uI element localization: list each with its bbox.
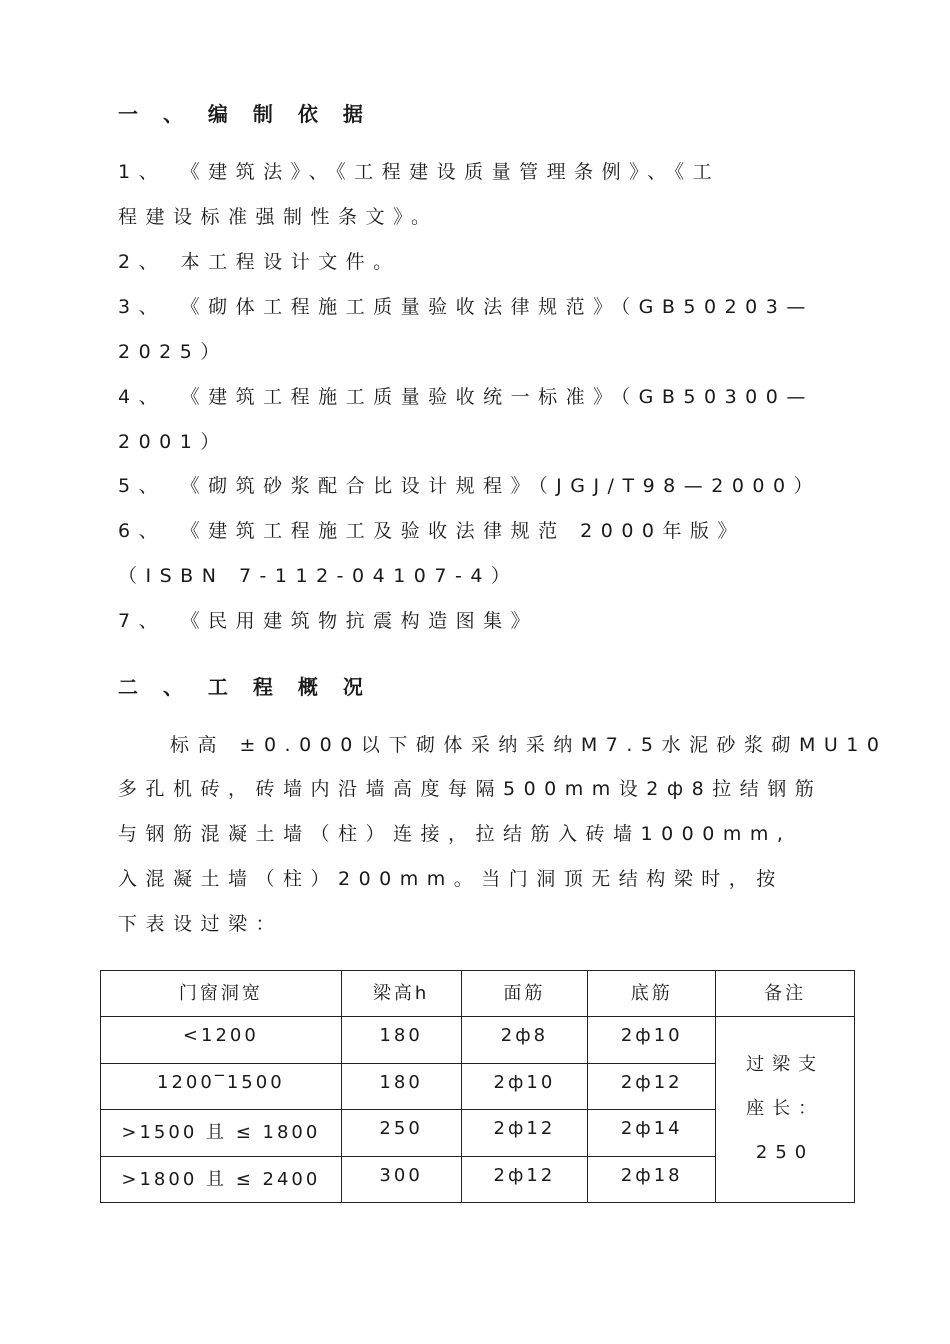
cell-remarks xyxy=(716,1017,855,1203)
note-line-2: 座长： xyxy=(746,1098,825,1120)
table-row xyxy=(101,1017,855,1063)
table-header-row xyxy=(101,971,855,1017)
section1-line-5: 2025） xyxy=(118,341,228,363)
section1-line-8: 5、 《砌筑砂浆配合比设计规程》（JGJ/T98—2000） xyxy=(118,475,822,497)
section2-heading: 二 、 工 程 概 况 xyxy=(118,675,372,699)
note-line-1: 过梁支 xyxy=(746,1054,825,1076)
cell-top-rebar: 2ф12 xyxy=(461,1156,588,1202)
section1-line-3: 2、 本工程设计文件。 xyxy=(118,251,401,273)
section2-line-1: 标高 ±0.000以下砌体采纳采纳M7.5水泥砂浆砌MU10 xyxy=(170,734,888,756)
cell-bottom-rebar: 2ф10 xyxy=(588,1017,716,1063)
section1-line-6: 4、 《建筑工程施工质量验收统一标准》（GB50300— xyxy=(118,386,814,408)
note-line-3: 250 xyxy=(755,1142,815,1164)
section1-heading: 一 、 编 制 依 据 xyxy=(118,102,372,126)
section2-line-4: 入混凝土墙（柱）200mm。当门洞顶无结构梁时，按 xyxy=(118,868,784,890)
cell-beam-height: 300 xyxy=(341,1156,461,1202)
cell-bottom-rebar: 2ф12 xyxy=(588,1063,716,1109)
cell-top-rebar: 2ф10 xyxy=(461,1063,588,1109)
cell-opening-width: >1800 且 ≤ 2400 xyxy=(101,1156,342,1202)
header-remarks: 备注 xyxy=(716,971,855,1017)
header-beam-height: 梁高h xyxy=(341,971,461,1017)
section1-line-9: 6、 《建筑工程施工及验收法律规范 2000年版》 xyxy=(118,520,746,542)
cell-top-rebar: 2ф8 xyxy=(461,1017,588,1063)
cell-beam-height: 180 xyxy=(341,1063,461,1109)
section1-line-1: 1、 《建筑法》、《工程建设质量管理条例》、《工 xyxy=(118,161,721,183)
cell-bottom-rebar: 2ф18 xyxy=(588,1156,716,1202)
header-top-rebar: 面筋 xyxy=(461,971,588,1017)
cell-top-rebar: 2ф12 xyxy=(461,1110,588,1156)
header-bottom-rebar: 底筋 xyxy=(588,971,716,1017)
section2-line-5: 下表设过梁： xyxy=(118,913,284,935)
cell-opening-width: 1200‾1500 xyxy=(101,1063,342,1109)
cell-bottom-rebar: 2ф14 xyxy=(588,1110,716,1156)
header-opening-width: 门窗洞宽 xyxy=(101,971,342,1017)
cell-opening-width: <1200 xyxy=(101,1017,342,1063)
cell-opening-width: >1500 且 ≤ 1800 xyxy=(101,1110,342,1156)
section2-line-2: 多孔机砖，砖墙内沿墙高度每隔500mm设2ф8拉结钢筋 xyxy=(118,778,823,800)
cell-beam-height: 250 xyxy=(341,1110,461,1156)
lintel-table xyxy=(100,970,855,1203)
section2-line-3: 与钢筋混凝土墙（柱）连接，拉结筋入砖墙1000mm, xyxy=(118,823,792,845)
section1-line-11: 7、 《民用建筑物抗震构造图集》 xyxy=(118,610,539,632)
cell-beam-height: 180 xyxy=(341,1017,461,1063)
section1-line-2: 程建设标准强制性条文》。 xyxy=(118,206,439,228)
section1-line-4: 3、 《砌体工程施工质量验收法律规范》（GB50203— xyxy=(118,296,814,318)
section1-line-10: （ISBN 7-112-04107-4） xyxy=(118,565,519,587)
section1-line-7: 2001） xyxy=(118,431,228,453)
